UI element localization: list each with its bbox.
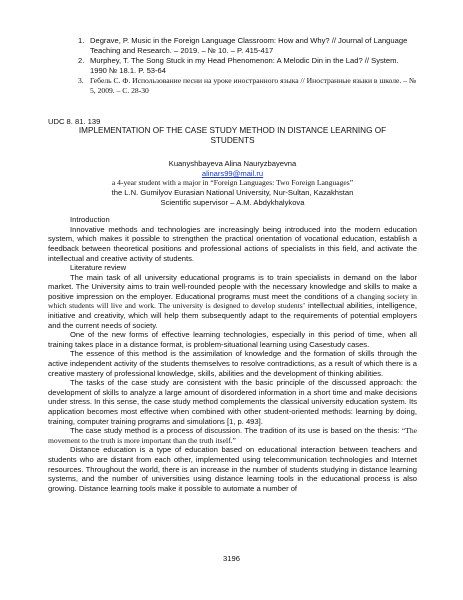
body-paragraph: Distance education is a type of education based on educational interaction between teachers and students who are distant from each other, implemented using telecommunication technologies and Internet resources. Throughout the world, there is an increase in the number of students studying in distance learning systems, and the number of universities using distance learning tools in the educational process is also growing. Distance learning tools make it possible to automate a number of [48, 445, 417, 493]
scientific-supervisor: Scientific supervisor – A.M. Abdykhalykova [160, 197, 305, 207]
body-paragraph [48, 273, 417, 331]
author-email-link[interactable]: alinars99@mail.ru [201, 168, 264, 178]
reference-number: 3. [78, 76, 84, 86]
quoted-thesis: “The movement to the truth is more important than the truth itself.” [48, 426, 417, 445]
reference-item [78, 56, 417, 75]
article-title: IMPLEMENTATION OF THE CASE STUDY METHOD IN DISTANCE LEARNING OF STUDENTS [78, 126, 387, 146]
reference-text: Degrave, P. Music in the Foreign Language Classroom: How and Why? // Journal of Language Teaching and Research. – 2019. – № 10. – P. 415-417 [90, 36, 408, 55]
reference-item [78, 36, 417, 55]
page-number: 3196 [223, 554, 240, 563]
reference-text: Murphey, T. The Song Stuck in my Head Phenomenon: A Melodic Din in the Lad? // System. 1990 № 18.1. P. 53-64 [90, 56, 399, 75]
article-body [48, 215, 417, 493]
reference-number: 1. [78, 36, 85, 45]
reference-number: 2. [78, 56, 85, 66]
literature-review-heading: Literature review [70, 263, 127, 273]
reference-list [48, 0, 417, 96]
paragraph-part: The main task of all university educational programs is to train specialists in demand on the labor market. The University aims to train well-rounded people with the necessary knowledge and skills to make a positive impression on the employer. Educational programs must meet the conditions of a [48, 272, 417, 301]
paragraph-part: The case study method is a process of discussion. The tradition of its use is based on the thesis: [70, 426, 400, 436]
paragraph-part: changing society in which students will live and work. The university is designed to develop students’ [48, 291, 417, 311]
introduction-paragraph: Innovative methods and technologies are increasingly being introduced into the modern education system, which makes it possible to strengthen the practical orientation of vocational education, establish a feedback between theoretical positions and professional actions of specialists in this field, and activate the intellectual and creative activity of students. [48, 224, 417, 263]
paragraph-part: intellectual abilities, intelligence, initiative and creativity, which will help them subsequently adapt to the requirements of potential employers and the current needs of society. [48, 301, 418, 330]
introduction-heading: Introduction [70, 215, 110, 225]
udc-code: UDC 8. 81. 139 [48, 116, 101, 126]
reference-text: Гебель С. Ф. Использование песни на уроке иностранного языка // Иностранные языки в школе. – № 5, 2009. – С. 28-30 [90, 76, 417, 95]
body-paragraph: One of the new forms of effective learning technologies, especially in this period of time, when all training takes place in a distance format, is problem-situational learning using Casestudy cases. [48, 330, 417, 349]
body-paragraph: The essence of this method is the assimilation of knowledge and the formation of skills through the active independent activity of the students themselves to resolve contradictions, as a result of which there is a creative mastery of professional knowledge, skills, abilities and the development of thinking abilities. [48, 349, 417, 378]
body-paragraph: The tasks of the case study are consistent with the basic principle of the discussed approach: the development of skills to analyze a large amount of disordered information in a short time and make decisions under stress. In this sense, the case study method complements the classical university education system. Its application becomes most effective when combined with other student-oriented methods: learning by doing, training, computer training programs and simulations [1, p. 493]. [48, 378, 417, 426]
author-affiliation: a 4-year student with a major in “Foreign Languages: Two Foreign Languages” [111, 178, 354, 188]
author-block [48, 159, 417, 207]
author-university: the L.N. Gumilyov Eurasian National University, Nur-Sultan, Kazakhstan [111, 187, 354, 197]
reference-item [78, 76, 417, 95]
author-name: Kuanyshbayeva Alina Nauryzbayevna [168, 159, 297, 169]
body-paragraph [48, 426, 417, 445]
